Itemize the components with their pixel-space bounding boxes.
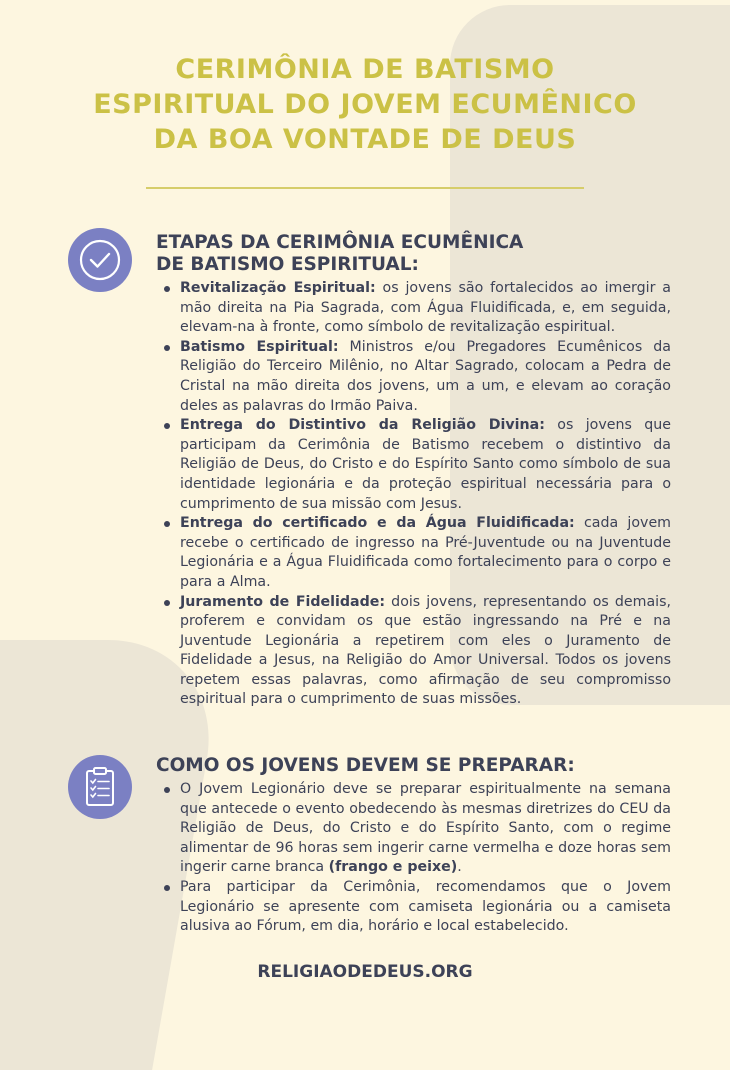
list-item [160, 416, 671, 514]
item-term: Revitalização Espiritual: [180, 280, 376, 296]
section-title-stages-line-2: DE BATISMO ESPIRITUAL: [156, 254, 419, 275]
item-term: Entrega do Distintivo da Religião Divina: [180, 417, 545, 434]
item-text: os jovens são fortalecidos ao imergir a mão direita na Pia Sagrada, com Água Fluidificada, e, em seguida, elevam-na à fronte, como símbolo de revitalização espiritual. [180, 280, 672, 336]
page-title [60, 52, 670, 157]
item-text: O Jovem Legionário deve se preparar espiritualmente na semana que antecede o evento obedecendo às mesmas diretrizes do CEU da Religião de Deus, do Cristo e do Espírito Santo, com o regime alimentar de 96 horas sem ingerir carne vermelha e doze horas sem ingerir carne branca [180, 781, 671, 876]
title-line-3: DA BOA VONTADE DE DEUS [153, 124, 577, 155]
list-item [160, 279, 671, 338]
title-line-1: CERIMÔNIA DE BATISMO [175, 54, 555, 85]
preparation-list [160, 780, 671, 937]
item-text: Ministros e/ou Pregadores Ecumênicos da Religião do Terceiro Milênio, no Altar Sagrado, colocam a Pedra de Cristal na mão direita dos jovens, um a um, e elevam ao coração deles as palavras do Irmão Paiva. [180, 338, 671, 414]
item-emphasis: (frango e peixe) [328, 859, 458, 876]
item-text: cada jovem recebe o certificado de ingresso na Pré-Juventude ou na Juventude Legionária e a Água Fluidificada como fortalecimento para o corpo e para a Alma. [180, 515, 672, 590]
section-title-stages [156, 232, 523, 276]
clipboard-checklist-icon [68, 755, 132, 819]
item-text: os jovens que participam da Cerimônia de Batismo recebem o distintivo da Religião de Deus, do Cristo e do Espírito Santo como símbolo de sua identidade legionária e da proteção espiritual necessária para o cumprimento de sua missão com Jesus. [180, 417, 671, 512]
item-term: Juramento de Fidelidade: [180, 593, 386, 610]
item-term: Batismo Espiritual: [180, 338, 339, 355]
item-text: dois jovens, representando os demais, proferem e convidam os que estão ingressando na Pré e na Juventude Legionária a repetirem com eles o Juramento de Fidelidade a Jesus, na Religião do Amor Universal. Todos os jovens repetem essas palavras, como afirmação de seu compromisso espiritual para o cumprimento de suas missões. [180, 593, 671, 708]
list-item [160, 338, 671, 416]
list-item [160, 878, 671, 937]
item-term: Entrega do certificado e da Água Fluidificada: [180, 515, 575, 532]
stages-list [160, 279, 671, 710]
check-circle-icon [68, 228, 132, 292]
item-text-end: . [457, 859, 462, 876]
title-line-2: ESPIRITUAL DO JOVEM ECUMÊNICO [93, 89, 637, 120]
footer-website: RELIGIAODEDEUS.ORG [257, 962, 473, 982]
item-text: Para participar da Cerimônia, recomendamos que o Jovem Legionário se apresente com camiseta legionária ou a camiseta alusiva ao Fórum, em dia, horário e local estabelecido. [180, 878, 671, 935]
section-title-preparation: COMO OS JOVENS DEVEM SE PREPARAR: [156, 755, 575, 776]
section-title-stages-line-1: ETAPAS DA CERIMÔNIA ECUMÊNICA [156, 232, 524, 253]
list-item [160, 514, 671, 592]
list-item [160, 593, 671, 711]
title-divider [146, 187, 584, 189]
list-item [160, 780, 671, 878]
